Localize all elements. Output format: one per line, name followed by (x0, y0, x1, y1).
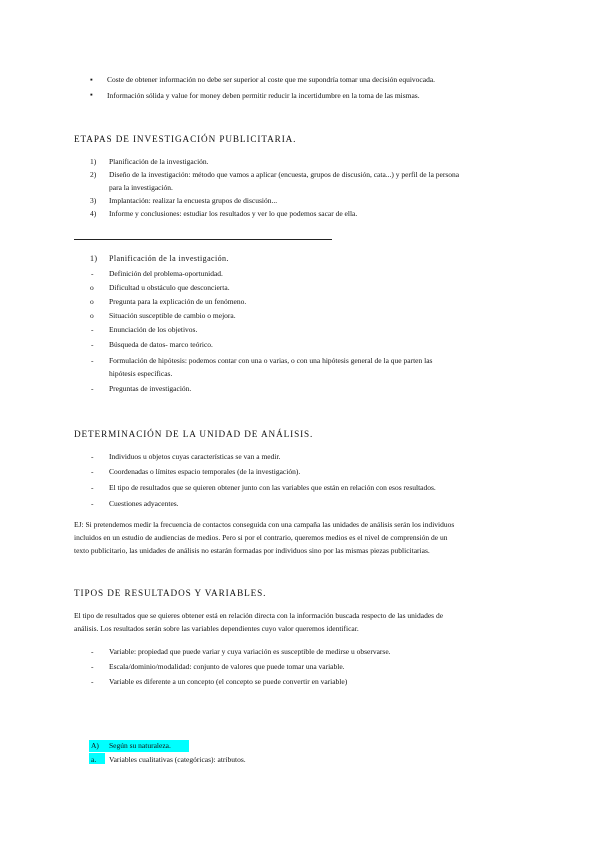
list-item: Preguntas de investigación. (109, 384, 192, 393)
list-number: 2) (90, 170, 97, 179)
list-number: 4) (90, 209, 97, 218)
list-item: Formulación de hipótesis: podemos contar con una o varias, o con una hipótesis general de la que parten las (109, 356, 433, 365)
list-item: Planificación de la investigación. (109, 157, 209, 166)
subtitle: Planificación de la investigación. (109, 254, 229, 263)
circle-marker: o (90, 297, 94, 306)
bullet-icon: ▪ (90, 90, 93, 99)
sub-item: Variables cualitativas (categóricas): atributos. (109, 755, 246, 764)
list-item: Definición del problema-oportunidad. (109, 269, 223, 278)
sub-heading-number: A) (91, 741, 99, 750)
list-item: Individuos u objetos cuyas características se van a medir. (109, 452, 281, 461)
dash-marker: - (91, 340, 94, 349)
dash-marker: - (91, 325, 94, 334)
bullet-text: Información sólida y value for money deben permitir reducir la incertidumbre en la toma de las mismas. (107, 91, 420, 100)
dash-marker: - (91, 467, 94, 476)
list-item: Variable: propiedad que puede variar y cuya variación es susceptible de medirse u observarse. (109, 647, 391, 656)
list-item: Diseño de la investigación: método que vamos a aplicar (encuesta, grupos de discusión, cata...) y perfil de la persona (109, 170, 460, 179)
section-heading: DETERMINACIÓN DE LA UNIDAD DE ANÁLISIS. (74, 429, 314, 439)
dash-marker: - (91, 384, 94, 393)
dash-marker: - (91, 499, 94, 508)
dash-marker: - (91, 662, 94, 671)
list-item: Dificultad u obstáculo que desconcierta. (109, 283, 230, 292)
list-item-continuation: para la investigación. (109, 183, 173, 192)
bullet-text: Coste de obtener información no debe ser superior al coste que me supondría tomar una decisión equivocada. (107, 75, 436, 84)
example-paragraph-line: EJ: Si pretendemos medir la frecuencia de contactos conseguida con una campaña las unidades de análisis serán los individuos (74, 520, 455, 529)
sub-heading: Según su naturaleza. (109, 741, 171, 750)
list-item: Escala/dominio/modalidad: conjunto de valores que puede tomar una variable. (109, 662, 345, 671)
list-number: 1) (90, 157, 97, 166)
dash-marker: - (91, 677, 94, 686)
example-paragraph-line: incluidos en un estudio de audiencias de medios. Pero si por el contrario, queremos medios es el nivel de comprensión de un (74, 533, 448, 542)
list-item-continuation: hipótesis específicas. (109, 369, 173, 378)
sub-item-number: a. (91, 755, 97, 764)
list-item: Implantación: realizar la encuesta grupos de discusión... (109, 196, 278, 205)
list-item: Cuestiones adyacentes. (109, 499, 179, 508)
dash-marker: - (91, 647, 94, 656)
list-item: Informe y conclusiones: estudiar los resultados y ver lo que podemos sacar de ella. (109, 209, 358, 218)
bullet-icon: ▪ (90, 75, 93, 84)
list-item: Enunciación de los objetivos. (109, 325, 198, 334)
section-heading: TIPOS DE RESULTADOS Y VARIABLES. (74, 588, 267, 598)
circle-marker: o (90, 283, 94, 292)
list-item: Situación susceptible de cambio o mejora. (109, 311, 236, 320)
list-item: Pregunta para la explicación de un fenómeno. (109, 297, 247, 306)
subtitle-number: 1) (90, 254, 98, 263)
circle-marker: o (90, 311, 94, 320)
intro-paragraph-line: análisis. Los resultados serán sobre las variables dependientes cuyo valor queremos identificar. (74, 624, 359, 633)
list-item: Coordenadas o límites espacio temporales (de la investigación). (109, 467, 301, 476)
section-heading: ETAPAS DE INVESTIGACIÓN PUBLICITARIA. (74, 134, 297, 144)
dash-marker: - (91, 483, 94, 492)
example-paragraph-line: texto publicitario, las unidades de análisis no estarán formadas por individuos sino por las mismas piezas publicitarias. (74, 546, 430, 555)
list-item: El tipo de resultados que se quieren obtener junto con las variables que están en relación con esos resultados. (109, 483, 436, 492)
horizontal-rule (74, 239, 332, 240)
dash-marker: - (91, 452, 94, 461)
list-item: Variable es diferente a un concepto (el concepto se puede convertir en variable) (109, 677, 348, 686)
dash-marker: - (91, 269, 94, 278)
dash-marker: - (91, 356, 94, 365)
list-item: Búsqueda de datos- marco teórico. (109, 340, 213, 349)
list-number: 3) (90, 196, 97, 205)
intro-paragraph-line: El tipo de resultados que se quieres obtener está en relación directa con la información buscada respecto de las unidades de (74, 611, 444, 620)
